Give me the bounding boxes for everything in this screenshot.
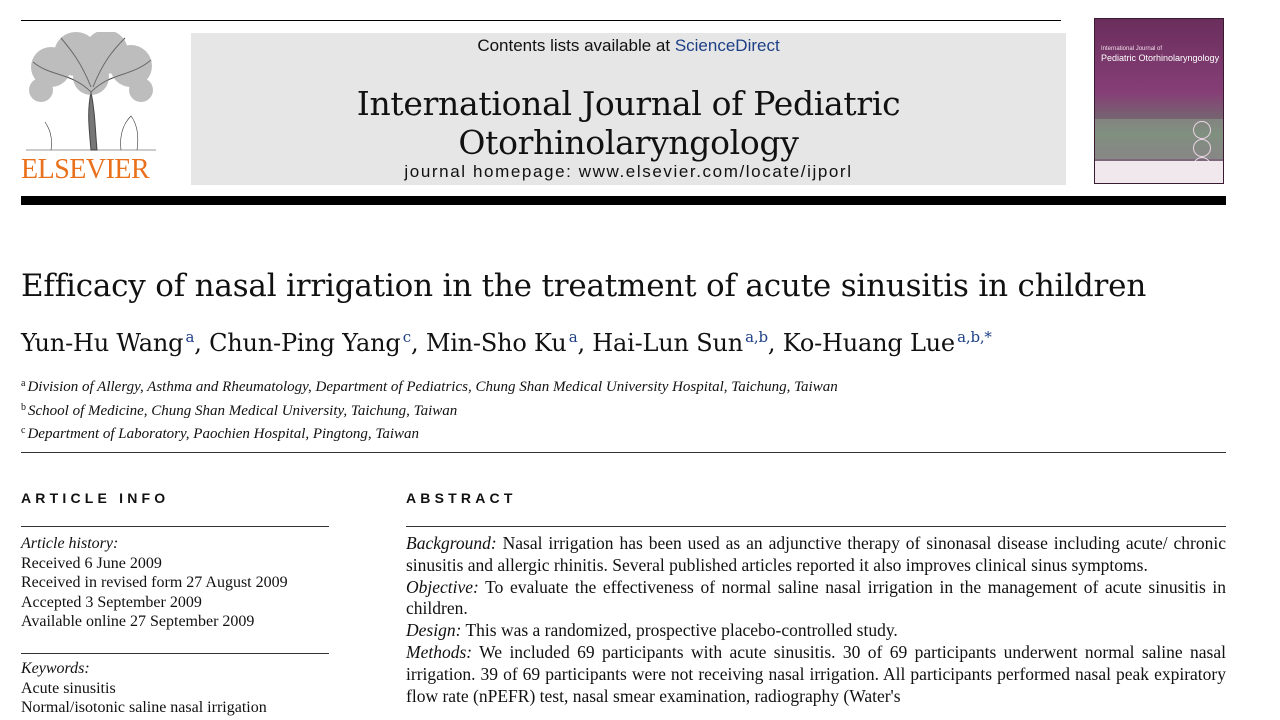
abstract-text: This was a randomized, prospective placebo-controlled study.: [461, 620, 898, 641]
abstract-label: Background:: [406, 533, 497, 553]
author-separator: ,: [194, 329, 210, 357]
author-name[interactable]: Min-Sho Ku: [425, 329, 567, 357]
author-affil-mark[interactable]: a: [568, 328, 578, 346]
abstract-heading: ABSTRACT: [406, 490, 517, 506]
abstract-text: To evaluate the effectiveness of normal saline nasal irrigation in the management of acute sinusitis in children.: [406, 576, 1226, 619]
publisher-logo[interactable]: [21, 32, 161, 188]
author-affil-mark[interactable]: a,b,*: [957, 328, 992, 346]
journal-homepage[interactable]: journal homepage: www.elsevier.com/locate/ijporl: [404, 162, 853, 181]
abstract-paragraph: [406, 620, 1226, 642]
affiliation-item: [21, 421, 838, 445]
affiliation-item: [21, 374, 838, 398]
author-affil-mark[interactable]: a,b: [745, 328, 768, 346]
section-divider: [21, 452, 1226, 453]
article-info-heading: ARTICLE INFO: [21, 490, 170, 506]
abstract-paragraph: [406, 642, 1226, 707]
cover-circle-icon: [1193, 139, 1211, 157]
history-item: Available online 27 September 2009: [21, 613, 255, 630]
abstract-paragraph: [406, 533, 1226, 577]
article-info-rule: [21, 526, 329, 527]
journal-cover[interactable]: [1094, 18, 1224, 184]
article-title: Efficacy of nasal irrigation in the treatment of acute sinusitis in children: [21, 268, 1147, 304]
abstract-text: We included 69 participants with acute sinusitis. 30 of 69 participants underwent normal saline nasal irrigation. 39 of 69 participants were not receiving nasal irrigation. All participants performed nasal peak expiratory flow rate (nPEFR) test, nasal smear examination, radiography (Water's: [406, 641, 1226, 706]
author-separator: ,: [767, 329, 783, 357]
affiliation-text: Department of Laboratory, Paochien Hospital, Pingtong, Taiwan: [27, 426, 419, 442]
affiliations: [21, 374, 838, 445]
publisher-name: ELSEVIER: [21, 154, 150, 185]
elsevier-tree-icon: [21, 32, 161, 152]
affiliation-mark: c: [21, 425, 26, 436]
author-list: [21, 328, 992, 357]
author-name[interactable]: Ko-Huang Lue: [782, 329, 955, 357]
abstract-label: Objective:: [406, 576, 479, 597]
abstract-text: Nasal irrigation has been used as an adjunctive therapy of sinonasal disease including acute/ chronic sinusitis and allergic rhinitis. Several published articles reported it also improves clinical sinus symptoms.: [406, 533, 1226, 575]
sciencedirect-link[interactable]: ScienceDirect: [674, 36, 780, 55]
keywords-label: Keywords:: [21, 660, 90, 677]
keyword-item: Acute sinusitis: [21, 679, 116, 697]
history-item: Received in revised form 27 August 2009: [21, 574, 288, 591]
history-item: Accepted 3 September 2009: [21, 593, 202, 611]
affiliation-mark: b: [21, 401, 26, 413]
cover-title: Pediatric Otorhinolaryngology: [1101, 53, 1220, 63]
affiliation-text: School of Medicine, Chung Shan Medical University, Taichung, Taiwan: [28, 402, 458, 419]
article-history-label: Article history:: [21, 535, 119, 552]
abstract-body: [406, 533, 1226, 707]
cover-kicker: International Journal of: [1101, 46, 1163, 52]
history-item: Received 6 June 2009: [21, 554, 162, 572]
author-separator: ,: [577, 329, 593, 357]
keywords-rule: [21, 653, 329, 654]
abstract-label: Methods:: [406, 641, 473, 662]
affiliation-text: Division of Allergy, Asthma and Rheumatology, Department of Pediatrics, Chung Shan Medical University Hospital, Taichung, Taiwan: [27, 379, 838, 395]
cover-footer: [1095, 161, 1223, 183]
header-thick-rule: [21, 196, 1226, 205]
author-name[interactable]: Chun-Ping Yang: [209, 329, 401, 357]
author-affil-mark[interactable]: c: [402, 328, 411, 346]
article-history: [21, 534, 329, 632]
abstract-rule: [406, 526, 1226, 527]
abstract-paragraph: [406, 577, 1226, 621]
affiliation-mark: a: [21, 378, 26, 389]
author-name[interactable]: Yun-Hu Wang: [21, 329, 184, 357]
author-name[interactable]: Hai-Lun Sun: [592, 329, 743, 357]
top-rule: [21, 20, 1061, 21]
contents-line: [191, 36, 1066, 56]
keyword-item: Normal/isotonic saline nasal irrigation: [21, 699, 267, 716]
keywords: [21, 659, 341, 718]
author-affil-mark[interactable]: a: [185, 328, 195, 346]
author-separator: ,: [410, 329, 426, 357]
affiliation-item: [21, 398, 838, 422]
cover-circle-icon: [1193, 121, 1211, 139]
contents-prefix: Contents lists available at: [477, 36, 675, 55]
journal-banner: [191, 33, 1066, 185]
abstract-label: Design:: [406, 620, 462, 641]
journal-title: International Journal of Pediatric Otorhinolaryngology: [356, 84, 901, 162]
